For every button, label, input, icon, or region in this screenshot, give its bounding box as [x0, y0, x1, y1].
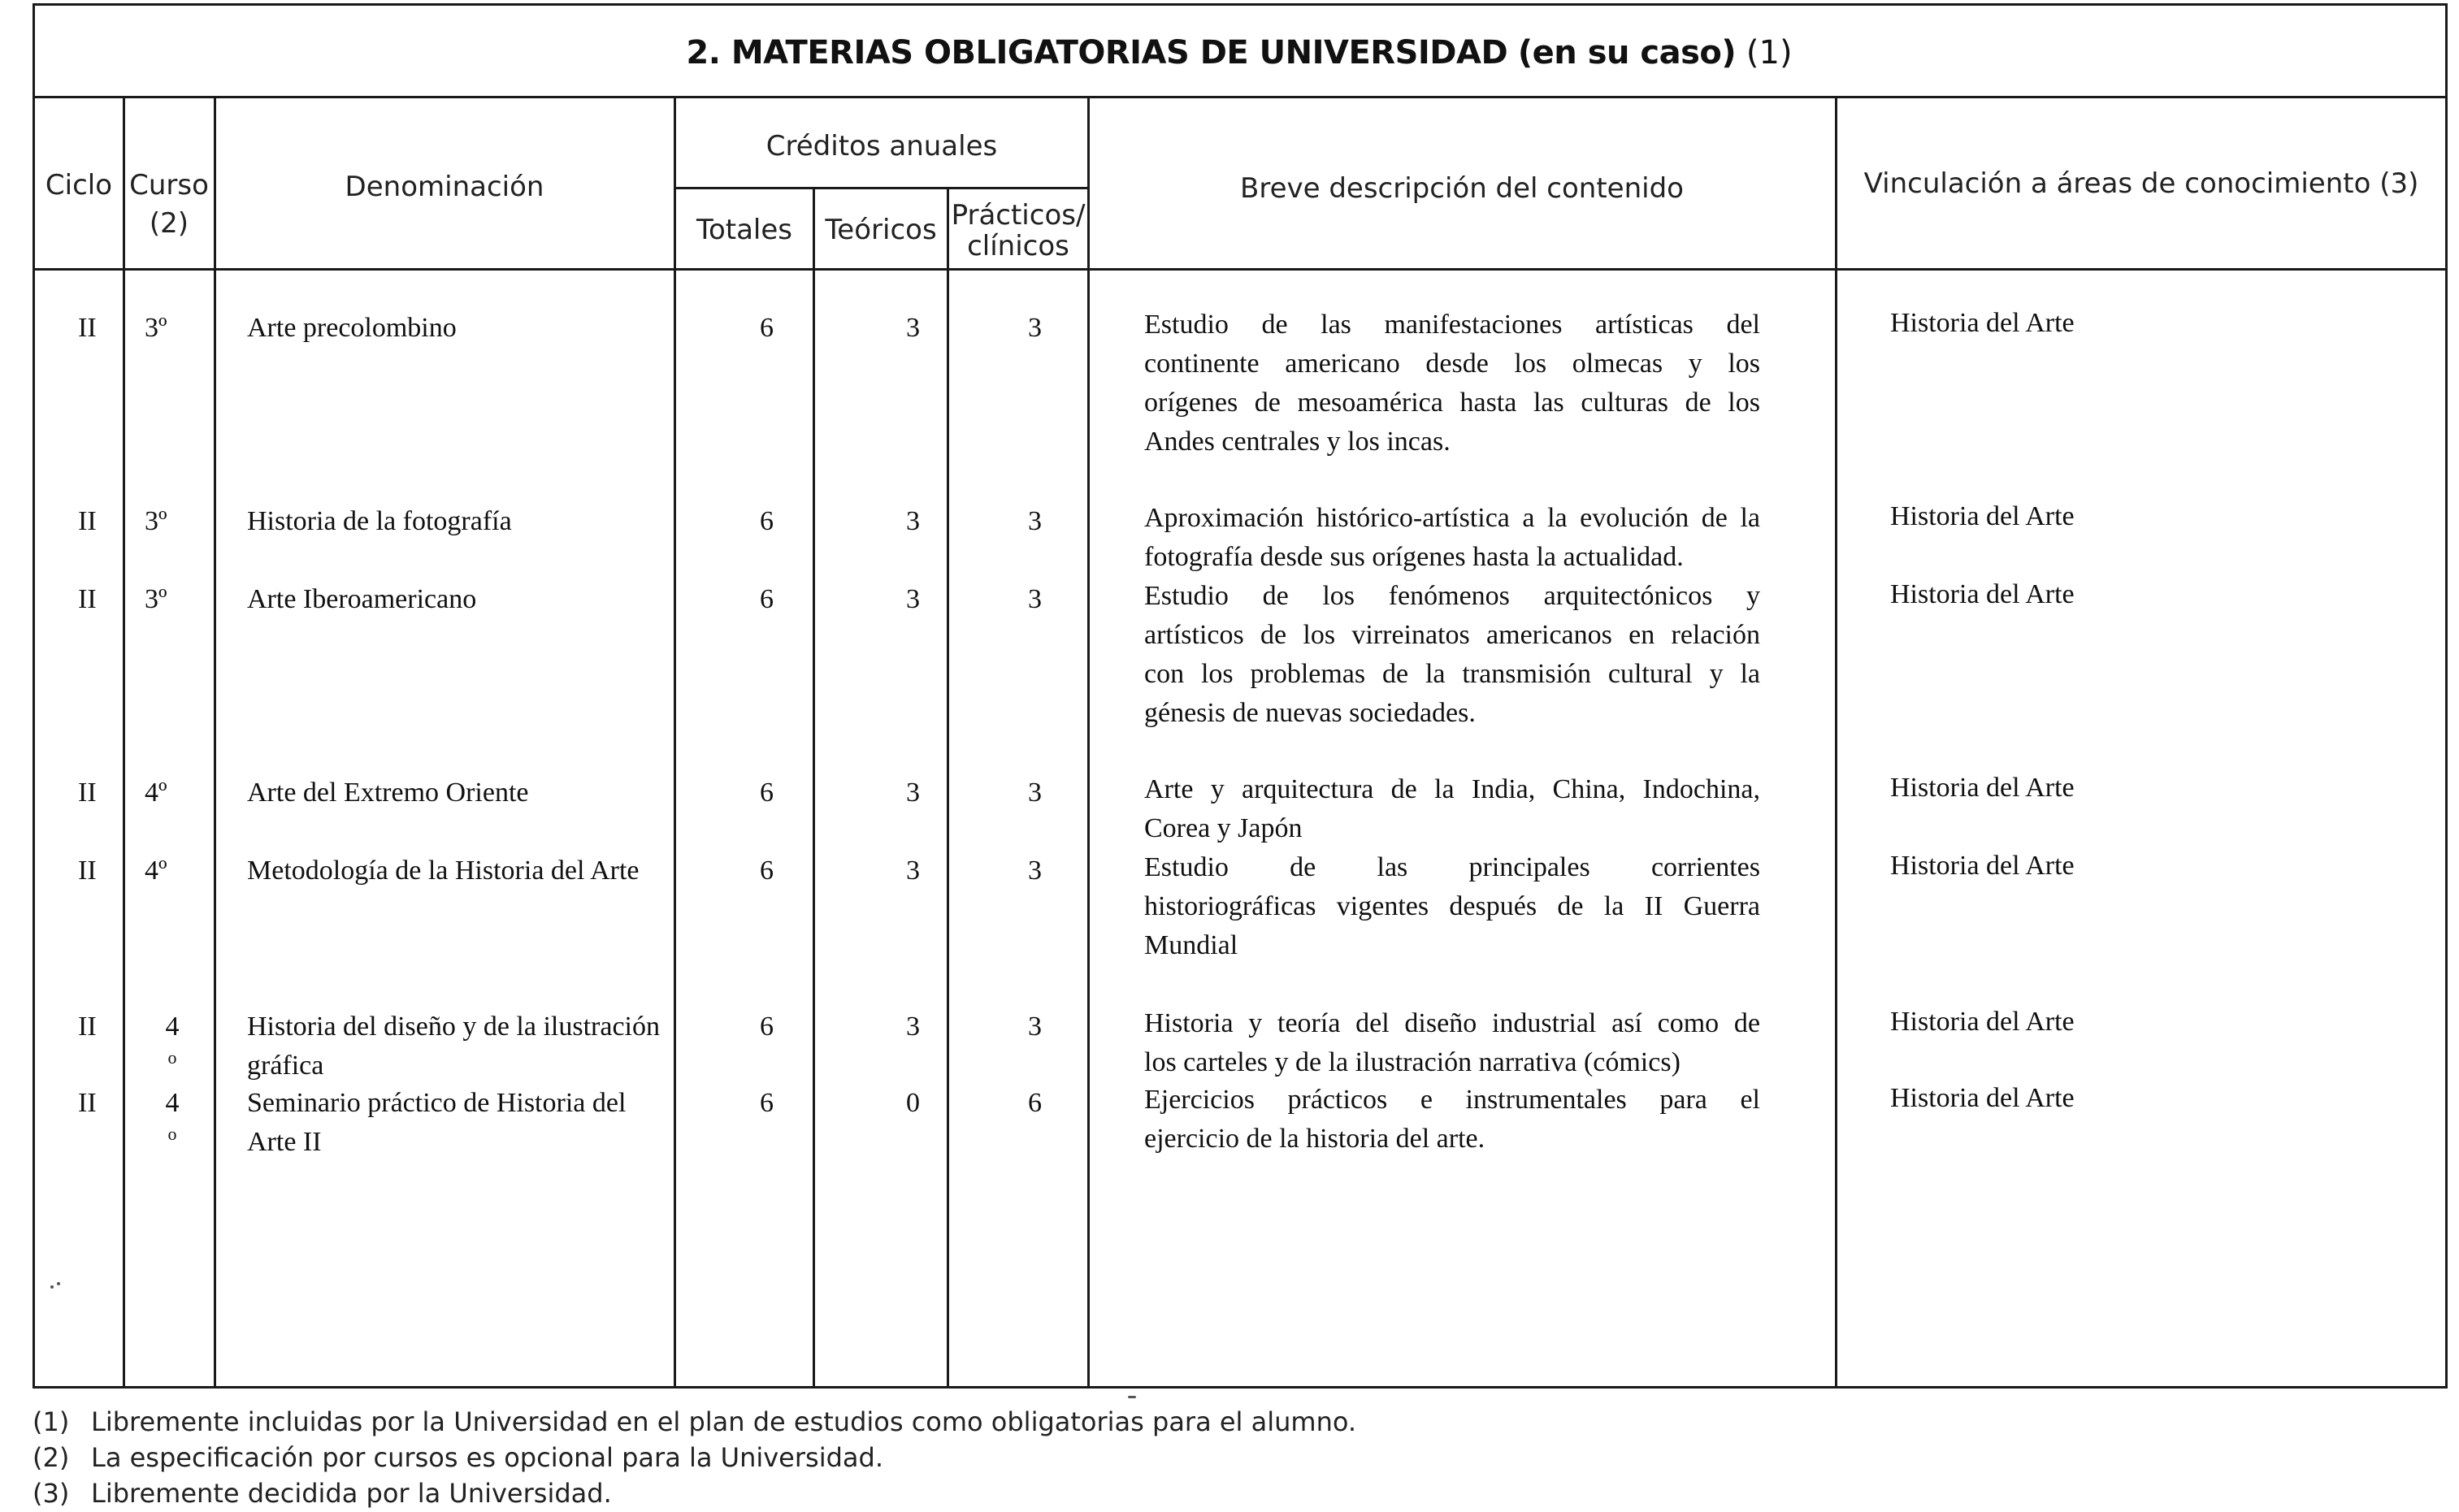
cell-descripcion: Corea y Japón	[1144, 813, 1303, 843]
header-descripcion: Breve descripción del contenido	[1240, 172, 1684, 205]
cell-descripcion: con los problemas de la transmisión cultural y la	[1144, 659, 1760, 689]
cell-ciclo: II	[78, 313, 97, 343]
rule-header-bottom	[33, 268, 2448, 271]
cell-descripcion: Estudio de los fenómenos arquitectónicos y	[1144, 581, 1760, 611]
cell-denominacion: Arte II	[247, 1127, 322, 1157]
footnote-number: (2)	[33, 1442, 70, 1473]
cell-totales: 6	[760, 584, 774, 614]
cell-totales: 6	[760, 778, 774, 808]
cell-descripcion: los carteles y de la ilustración narrativa (cómics)	[1144, 1047, 1681, 1077]
cell-descripcion: génesis de nuevas sociedades.	[1144, 698, 1476, 728]
table-title	[33, 24, 2446, 81]
cell-practicos: 3	[1028, 778, 1042, 808]
cell-teoricos: 0	[906, 1088, 920, 1118]
cell-descripcion: Mundial	[1144, 930, 1238, 960]
cell-curso: 4º	[145, 778, 167, 808]
rule-den-tot	[674, 96, 676, 1389]
rule-bottom	[33, 1386, 2448, 1389]
rule-right	[2445, 3, 2448, 1389]
cell-teoricos: 3	[906, 584, 920, 614]
header-totales: Totales	[696, 214, 793, 246]
rule-tot-teo	[813, 187, 815, 1389]
header-practicos-line1: Prácticos/	[951, 199, 1086, 232]
footnote-number: (1)	[33, 1406, 70, 1437]
cell-ciclo: II	[78, 778, 97, 808]
cell-curso: 4	[165, 1088, 180, 1118]
cell-descripcion: continente americano desde los olmecas y los	[1144, 349, 1760, 379]
cell-denominacion: Arte del Extremo Oriente	[247, 778, 529, 808]
cell-totales: 6	[760, 313, 774, 343]
cell-teoricos: 3	[906, 313, 920, 343]
cell-curso-ordinal: o	[167, 1124, 177, 1144]
cell-descripcion: historiográficas vigentes después de la II Guerra	[1144, 891, 1760, 921]
header-ciclo: Ciclo	[45, 169, 113, 201]
header-denominacion: Denominación	[345, 171, 544, 203]
scan-speck	[50, 1285, 54, 1289]
cell-practicos: 3	[1028, 506, 1042, 536]
cell-area: Historia del Arte	[1890, 851, 2075, 881]
cell-curso: 3º	[145, 313, 167, 343]
cell-descripcion: Arte y arquitectura de la India, China, Indochina,	[1144, 774, 1760, 804]
cell-denominacion: Seminario práctico de Historia del	[247, 1088, 627, 1118]
rule-credits-split	[674, 187, 1089, 189]
scan-speck	[57, 1282, 60, 1285]
title-suffix: (en su caso)	[1517, 34, 1737, 71]
footnote-text: Libremente incluidas por la Universidad en el plan de estudios como obligatorias para el alumno.	[91, 1406, 1357, 1437]
cell-practicos: 3	[1028, 584, 1042, 614]
cell-teoricos: 3	[906, 506, 920, 536]
header-teoricos: Teóricos	[825, 214, 937, 246]
cell-descripcion: Historia y teoría del diseño industrial así como de	[1144, 1008, 1760, 1038]
cell-teoricos: 3	[906, 856, 920, 886]
header-creditos: Créditos anuales	[765, 130, 998, 162]
cell-ciclo: II	[78, 1088, 97, 1118]
cell-denominacion: Metodología de la Historia del Arte	[247, 856, 640, 886]
cell-area: Historia del Arte	[1890, 308, 2075, 338]
cell-descripcion: ejercicio de la historia del arte.	[1144, 1124, 1485, 1154]
cell-curso: 4	[165, 1012, 180, 1042]
cell-practicos: 3	[1028, 313, 1042, 343]
cell-curso: 3º	[145, 584, 167, 614]
rule-ciclo-curso	[123, 96, 125, 1389]
cell-practicos: 3	[1028, 856, 1042, 886]
cell-curso: 4º	[145, 856, 167, 886]
title-note: (1)	[1746, 34, 1793, 71]
header-vinculacion: Vinculación a áreas de conocimiento (3)	[1863, 167, 2419, 200]
cell-totales: 6	[760, 856, 774, 886]
cell-curso: 3º	[145, 506, 167, 536]
cell-area: Historia del Arte	[1890, 1007, 2075, 1037]
header-practicos-line2: clínicos	[967, 230, 1069, 262]
cell-denominacion: gráfica	[247, 1051, 324, 1081]
rule-pra-desc	[1087, 96, 1090, 1389]
cell-denominacion: Arte Iberoamericano	[247, 584, 477, 614]
rule-title-bottom	[33, 96, 2448, 98]
cell-descripcion: Estudio de las manifestaciones artísticas del	[1144, 310, 1760, 340]
cell-denominacion: Arte precolombino	[247, 313, 457, 343]
rule-left	[33, 3, 35, 1389]
header-curso: Curso	[129, 169, 209, 201]
cell-teoricos: 3	[906, 1012, 920, 1042]
cell-area: Historia del Arte	[1890, 1083, 2075, 1113]
cell-practicos: 6	[1028, 1088, 1042, 1118]
cell-totales: 6	[760, 1088, 774, 1118]
scan-speck	[1128, 1396, 1136, 1398]
cell-area: Historia del Arte	[1890, 501, 2075, 531]
cell-ciclo: II	[78, 506, 97, 536]
cell-totales: 6	[760, 506, 774, 536]
cell-descripcion: Andes centrales y los incas.	[1144, 427, 1451, 457]
footnote-text: La especificación por cursos es opcional para la Universidad.	[91, 1442, 883, 1473]
cell-descripcion: artísticos de los virreinatos americanos en relación	[1144, 620, 1760, 650]
footnote-text: Libremente decidida por la Universidad.	[91, 1478, 612, 1509]
rule-curso-den	[214, 96, 216, 1389]
cell-area: Historia del Arte	[1890, 579, 2075, 609]
title-main: 2. MATERIAS OBLIGATORIAS DE UNIVERSIDAD	[686, 34, 1508, 71]
cell-descripcion: Aproximación histórico-artística a la evolución de la	[1144, 503, 1760, 533]
rule-top	[33, 3, 2448, 6]
header-curso-note: (2)	[149, 207, 189, 240]
cell-descripcion: Ejercicios prácticos e instrumentales para el	[1144, 1085, 1760, 1115]
cell-ciclo: II	[78, 584, 97, 614]
cell-totales: 6	[760, 1012, 774, 1042]
cell-denominacion: Historia de la fotografía	[247, 506, 512, 536]
rule-teo-pra	[947, 187, 949, 1389]
cell-ciclo: II	[78, 1012, 97, 1042]
cell-descripcion: fotografía desde sus orígenes hasta la actualidad.	[1144, 542, 1684, 572]
cell-practicos: 3	[1028, 1012, 1042, 1042]
cell-descripcion: orígenes de mesoamérica hasta las culturas de los	[1144, 388, 1760, 418]
rule-desc-area	[1835, 96, 1837, 1389]
footnote-number: (3)	[33, 1478, 70, 1509]
cell-curso-ordinal: o	[167, 1047, 177, 1068]
cell-area: Historia del Arte	[1890, 773, 2075, 803]
cell-ciclo: II	[78, 856, 97, 886]
cell-denominacion: Historia del diseño y de la ilustración	[247, 1012, 660, 1042]
header-practicos	[949, 200, 1087, 262]
cell-descripcion: Estudio de las principales corrientes	[1144, 852, 1760, 882]
cell-teoricos: 3	[906, 778, 920, 808]
